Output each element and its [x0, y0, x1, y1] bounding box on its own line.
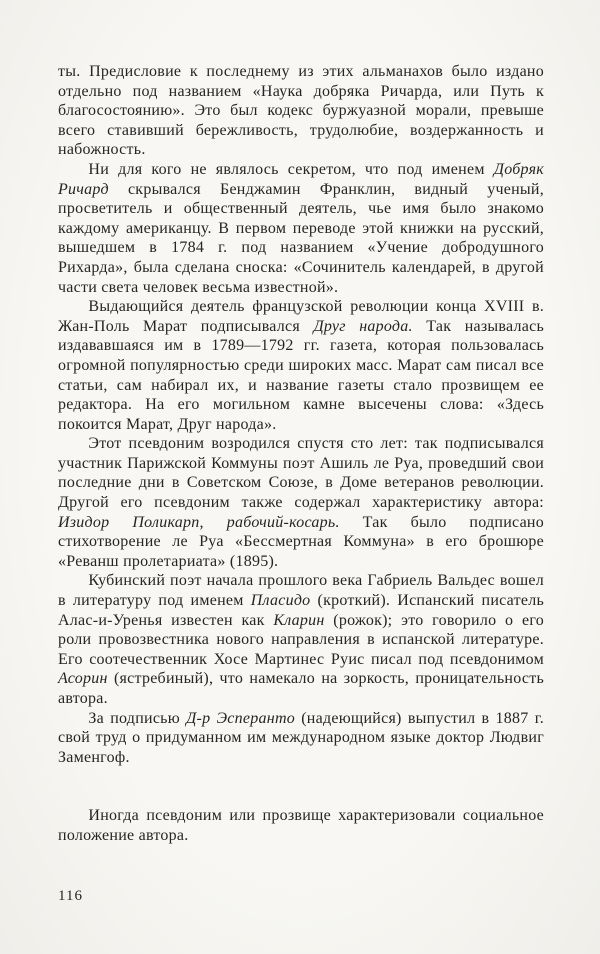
- text-run: Выдающийся деятель французской революции конца XVIII в. Жан-Поль Марат подписывался: [58, 298, 544, 335]
- paragraph: [58, 62, 544, 160]
- italic-text-run: Кларин: [273, 611, 325, 629]
- italic-text-run: Асорин: [58, 670, 108, 688]
- text-run: (рожок); это говорило о его роли провозвестника нового направления в испанской литературе. Его соотечественник Хосе Мартинес Руис писал под псевдонимом: [58, 611, 544, 668]
- text-run: скрывался Бенджамин Франклин, видный ученый, просветитель и общественный деятель, чье имя было знакомо каждому американцу. В первом переводе этой книжки на русский, вышедшем в 1784 г. под названием «Учение добродушного Рихарда», была сделана сноска: «Сочинитель календарей, в другой части света человек весьма известной».: [58, 180, 544, 296]
- text-run: Этот псевдоним возродился спустя сто лет: так подписывался участник Парижской Коммуны поэт Ашиль ле Руа, проведший свои последние дни в Советском Союзе, в Доме ветеранов революции. Другой его псевдоним также содержал характеристику автора:: [58, 435, 544, 512]
- paragraph: [58, 806, 544, 845]
- text-run: Кубинский поэт начала прошлого века Габриель Вальдес вошел в литературу под именем: [58, 572, 544, 610]
- italic-text-run: Добряк Ричард: [58, 160, 544, 198]
- italic-text-run: Изидор Поликарп, рабочий-косарь.: [58, 513, 340, 531]
- text-block: [58, 62, 544, 846]
- paragraph: [58, 160, 544, 297]
- paragraph: [58, 709, 544, 768]
- text-run: Ни для кого не являлось секретом, что под именем: [88, 160, 494, 178]
- text-run: (ястребиный), что намекало на зоркость, проницательность автора.: [58, 670, 544, 707]
- text-run: Так было подписано стихотворение ле Руа «Бессмертная Коммуна» в его брошюре «Реванш пролетариата» (1895).: [58, 513, 544, 570]
- paragraph: [58, 297, 544, 434]
- text-run: ты. Предисловие к последнему из этих альманахов было издано отдельно под названием «Наука добряка Ричарда, или Путь к благосостоянию». Это был кодекс буржуазной морали, превыше всего ставивший бережливость, трудолюбие, воздержанность и набожность.: [58, 63, 544, 159]
- text-run: За подписью: [88, 709, 187, 727]
- italic-text-run: Друг народа.: [313, 317, 413, 335]
- italic-text-run: Д-р Эсперанто: [186, 709, 296, 727]
- paragraph: [58, 434, 544, 571]
- page-number: 116: [58, 888, 83, 904]
- italic-text-run: Пласидо: [250, 592, 311, 610]
- text-run: (надеющийся) выпустил в 1887 г. свой труд о придуманном им международном языке доктор Людвиг Заменгоф.: [58, 709, 544, 766]
- paragraph: [58, 571, 544, 708]
- text-run: Так называлась издававшаяся им в 1789—1792 гг. газета, которая пользовалась огромной популярностью среди широких масс. Марат сам писал все статьи, сам набирал их, и название газеты стало прозвищем ее редактора. На его могильном камне высечены слова: «Здесь покоится Марат, Друг народа».: [58, 317, 544, 433]
- text-run: Иногда псевдоним или прозвище характеризовали социальное положение автора.: [58, 807, 544, 844]
- text-run: (кроткий). Испанский писатель Алас-и-Уренья известен как: [58, 592, 544, 629]
